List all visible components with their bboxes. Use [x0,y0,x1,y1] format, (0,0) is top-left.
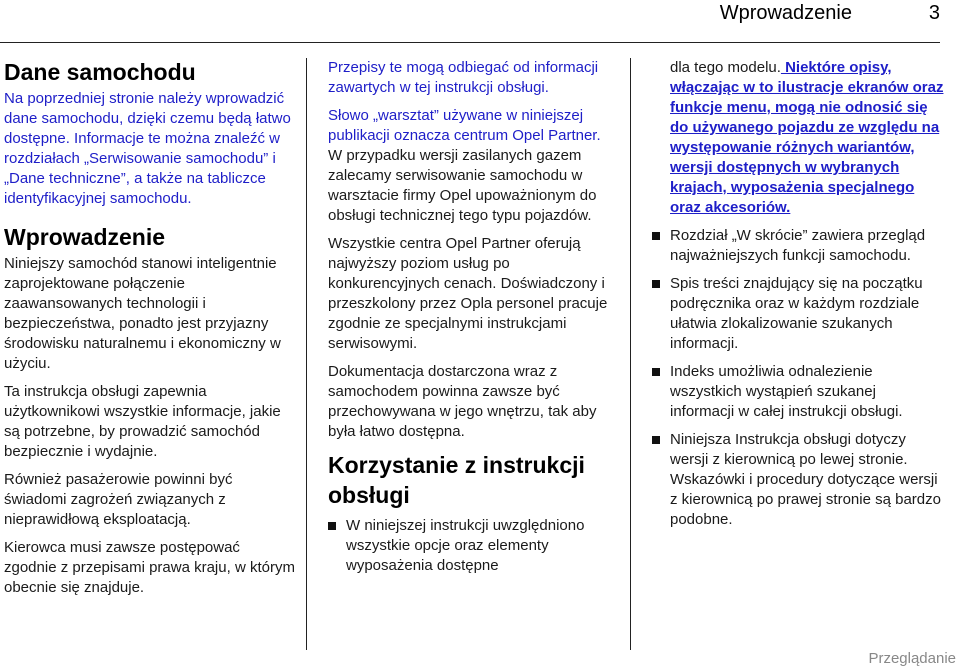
list-item: Indeks umożliwia odnalezienie wszystkich wystąpień szukanej informacji w całej instrukcji obsługi. [652,362,944,422]
paragraph-przepisy: Przepisy te mogą odbiegać od informacji zawartych w tej instrukcji obsługi. [328,59,599,96]
list-item: Rozdział „W skrócie” zawiera przegląd najważniejszych funkcji samochodu. [652,226,944,266]
column-divider-2 [630,58,631,650]
column-1 [4,58,296,606]
paragraph-intro-1: Niniejszy samochód stanowi inteligentnie zaprojektowane połączenie zaawansowanych technologii i bezpieczeństwa, ponadto jest przyjazny środowisku naturalnemu i ekonomiczny w użyciu. [4,255,281,372]
list-item: W niniejszej instrukcji uwzględniono wszystkie opcje oraz elementy wyposażenia dostępne [328,516,618,576]
heading-wprowadzenie: Wprowadzenie [4,224,166,250]
column-2 [328,58,618,584]
paragraph-warsztat [328,106,618,226]
header-divider [0,42,940,43]
paragraph-dokumentacja: Dokumentacja dostarczona wraz z samochodem powinna zawsze być przechowywana w jego wnętrzu, tak aby była łatwo dostępna. [328,363,597,440]
paragraph-warsztat-rest: W przypadku wersji zasilanych gazem zalecamy serwisowanie samochodu w warsztacie firmy Opel upoważnionym do obsługi technicznej tego typu pojazdów. [328,147,597,224]
continuation-plain: dla tego modelu. [670,59,781,76]
paragraph-warsztat-lead: Słowo „warsztat” używane w niniejszej publikacji oznacza centrum Opel Partner. [328,107,601,144]
list-item: Niniejsza Instrukcja obsługi dotyczy wersji z kierownicą po lewej stronie. Wskazówki i procedury dotyczące wersji z kierownicą po prawej stronie są bardzo podobne. [652,430,944,530]
paragraph-intro-3: Również pasażerowie powinni być świadomi zagrożeń związanych z nieprawidłową eksploatacją. [4,471,233,528]
continuation-highlight: Niektóre opisy, włączając w to ilustracje ekranów oraz funkcje menu, mogą nie odnosić się do używanego pojazdu ze względu na występowanie różnych wariantów, wersji dostępnych w wybranych krajach, wyposażenia specjalnego oraz akcesoriów. [670,59,944,216]
heading-korzystanie: Korzystanie z instrukcji obsługi [328,452,585,508]
bullet-list-col3 [652,226,944,530]
page-header-title: Wprowadzenie [719,2,852,24]
heading-dane-samochodu: Dane samochodu [4,59,196,85]
page-number: 3 [928,2,940,24]
list-item: Spis treści znajdujący się na początku podręcznika oraz w każdym rozdziale ułatwia zlokalizowanie szukanych informacji. [652,274,944,354]
paragraph-bullet-continuation [652,58,944,218]
column-divider-1 [306,58,307,650]
paragraph-dane-samochodu: Na poprzedniej stronie należy wprowadzić dane samochodu, dzięki czemu będą łatwo dostępne. Informacje te można znaleźć w rozdziałach „Serwisowanie samochodu” i „Dane techniczne”, a także na tabliczce identyfikacyjnej samochodu. [4,90,291,207]
paragraph-opel-partner: Wszystkie centra Opel Partner oferują najwyższy poziom usług po konkurencyjnych cenach. Doświadczony i przeszkolony przez Opla personel pracuje zgodnie ze specjalnymi instrukcjami serwisowymi. [328,235,608,352]
paragraph-intro-4: Kierowca musi zawsze postępować zgodnie z przepisami prawa kraju, w którym obecnie się znajduje. [4,539,295,596]
paragraph-intro-2: Ta instrukcja obsługi zapewnia użytkownikowi wszystkie informacje, jakie są potrzebne, by prowadzić samochód bezpiecznie i wydajnie. [4,383,281,460]
column-3 [652,58,944,538]
bullet-list-col2 [328,516,618,576]
footer-navigation-link[interactable]: Przeglądanie [868,650,956,667]
